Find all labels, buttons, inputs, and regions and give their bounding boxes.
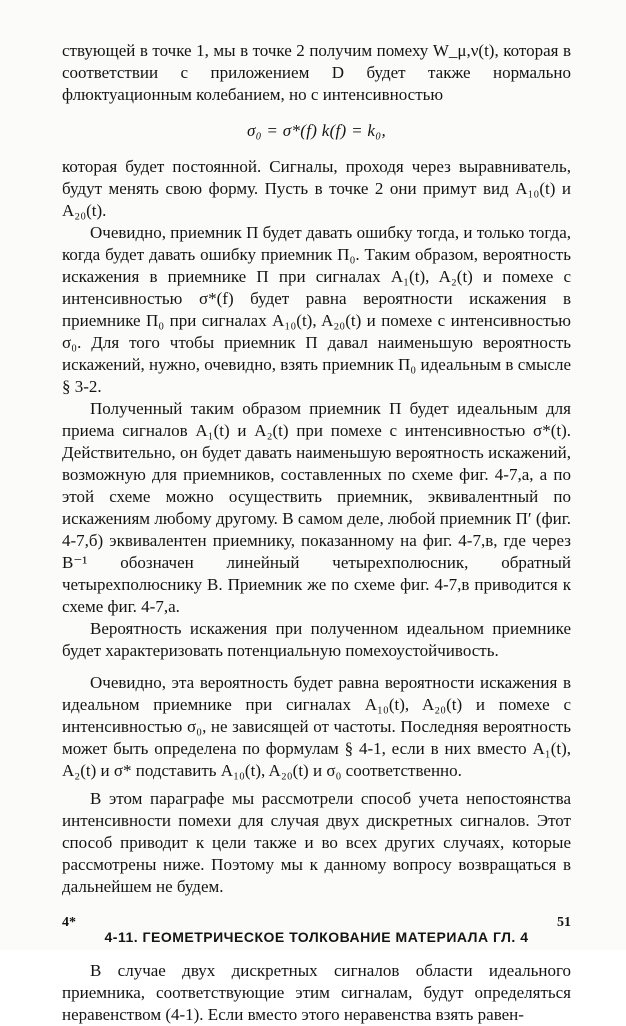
page-body: [62, 40, 571, 1026]
paragraph-7: В этом параграфе мы рассмотрели способ учета непостоянства интенсивности помехи для случая двух дискретных сигналов. Этот способ приводит к цели также и во всех других случаях, которые рассмотрены ниже. Поэтому мы к данному вопросу возвращаться в дальнейшем не будем.: [62, 789, 571, 896]
signature-mark: 4*: [62, 915, 76, 930]
formula-sigma0: σ₀ = σ*(f) k(f) = k₀,: [246, 121, 386, 140]
paragraph-1: ствующей в точке 1, мы в точке 2 получим помеху W_μ,ν(t), которая в соответствии с приложением D будет также нормально флюктуационным колебанием, но с интенсивностью: [62, 41, 571, 104]
paragraph-2: которая будет постоянной. Сигналы, проходя через выравниватель, будут менять свою форму. Пусть в точке 2 они примут вид A₁₀(t) и A₂₀(t).: [62, 157, 571, 220]
section-heading: 4-11. ГЕОМЕТРИЧЕСКОЕ ТОЛКОВАНИЕ МАТЕРИАЛА ГЛ. 4: [104, 929, 529, 945]
paragraph-4: Полученный таким образом приемник П будет идеальным для приема сигналов A₁(t) и A₂(t) при помехе с интенсивностью σ*(t). Действительно, он будет давать наименьшую вероятность искажений, возможную для приемников, составленных по схеме фиг. 4-7,а, а по этой схеме можно осуществить приемник, эквивалентный по искажениям любому другому. В самом деле, любой приемник П′ (фиг. 4-7,б) эквивалентен приемнику, показанному на фиг. 4-7,в, где через B⁻¹ обозначен линейный четырехполюсник, обратный четырехполюснику B. Приемник же по схеме фиг. 4-7,в приводится к схеме фиг. 4-7,а.: [62, 399, 571, 616]
page-number: 51: [557, 915, 571, 930]
paragraph-3: Очевидно, приемник П будет давать ошибку тогда, и только тогда, когда будет давать ошибку приемник П₀. Таким образом, вероятность искажения в приемнике П при сигналах A₁(t), A₂(t) и помехе с интенсивностью σ*(f) будет равна вероятности искажения в приемнике П₀ при сигналах A₁₀(t), A₂₀(t) и помехе с интенсивностью σ₀. Для того чтобы приемник П давал наименьшую вероятность искажений, нужно, очевидно, взять приемник П₀ идеальным в смысле § 3-2.: [62, 223, 571, 396]
paragraph-6: Очевидно, эта вероятность будет равна вероятности искажения в идеальном приемнике при сигналах A₁₀(t), A₂₀(t) и помехе с интенсивностью σ₀, не зависящей от частоты. Последняя вероятность может быть определена по формулам § 4-1, если в них вместо A₁(t), A₂(t) и σ* подставить A₁₀(t), A₂₀(t) и σ₀ соответственно.: [62, 673, 571, 780]
paragraph-8: В случае двух дискретных сигналов области идеального приемника, соответствующие этим сигналам, будут определяться неравенством (4-1). Если вместо этого неравенства взять равен-: [62, 961, 571, 1024]
paragraph-5: Вероятность искажения при полученном идеальном приемнике будет характеризовать потенциальную помехоустойчивость.: [62, 619, 571, 660]
